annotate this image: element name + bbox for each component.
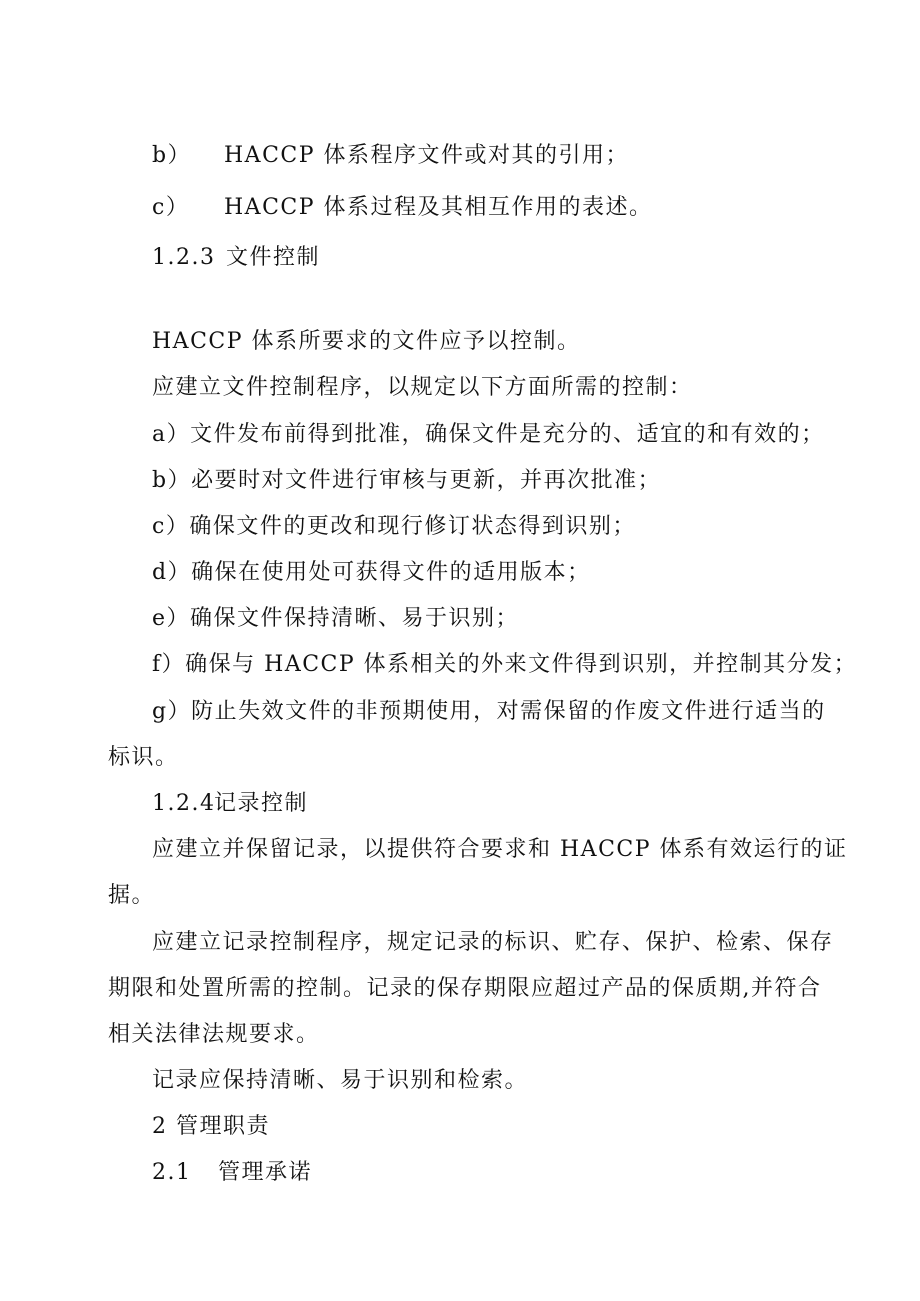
- list-item-g: g）防止失效文件的非预期使用，对需保留的作废文件进行适当的: [152, 699, 826, 724]
- paragraph: 应建立并保留记录，以提供符合要求和 HACCP 体系有效运行的证: [152, 837, 848, 862]
- list-item-f: f）确保与 HACCP 体系相关的外来文件得到识别，并控制其分发；: [152, 652, 858, 677]
- item-text: HACCP 体系程序文件或对其的引用；: [224, 143, 630, 168]
- item-label: c）: [152, 195, 190, 220]
- section-heading-1-2-4: [152, 789, 308, 819]
- item-text: HACCP 体系过程及其相互作用的表述。: [224, 195, 653, 220]
- section-heading-1-2-3: [152, 243, 320, 273]
- paragraph: 记录应保持清晰、易于识别和检索。: [152, 1068, 529, 1093]
- section-heading-2-1: [152, 1158, 312, 1188]
- paragraph-continued: 期限和处置所需的控制。记录的保存期限应超过产品的保质期,并符合: [108, 976, 822, 1001]
- paragraph: 应建立记录控制程序，规定记录的标识、贮存、保护、检索、保存: [152, 930, 834, 955]
- list-item-b: b）必要时对文件进行审核与更新，并再次批准；: [152, 468, 662, 493]
- section-number: 2.1: [152, 1160, 192, 1185]
- list-item-e: e）确保文件保持清晰、易于识别；: [152, 606, 520, 631]
- paragraph: HACCP 体系所要求的文件应予以控制。: [152, 329, 581, 354]
- section-title: 记录控制: [214, 791, 309, 816]
- section-title: 管理承诺: [218, 1160, 313, 1185]
- section-number: 1.2.4: [152, 791, 216, 816]
- paragraph-continued: 相关法律法规要求。: [108, 1022, 320, 1047]
- list-item-c: c）确保文件的更改和现行修订状态得到识别；: [152, 514, 636, 539]
- item-label: b）: [152, 143, 192, 168]
- section-heading-2: 2 管理职责: [152, 1114, 270, 1139]
- list-item-c-top: [152, 193, 653, 223]
- paragraph-continued: 据。: [108, 883, 156, 908]
- list-item-b-top: [152, 141, 629, 171]
- list-item-d: d）确保在使用处可获得文件的适用版本；: [152, 560, 591, 585]
- paragraph: 应建立文件控制程序，以规定以下方面所需的控制：: [152, 375, 693, 400]
- section-number: 1.2.3: [152, 245, 216, 270]
- list-item-a: a）文件发布前得到批准，确保文件是充分的、适宜的和有效的；: [152, 422, 825, 447]
- section-title: 文件控制: [226, 245, 321, 270]
- list-item-g-continued: 标识。: [108, 745, 179, 770]
